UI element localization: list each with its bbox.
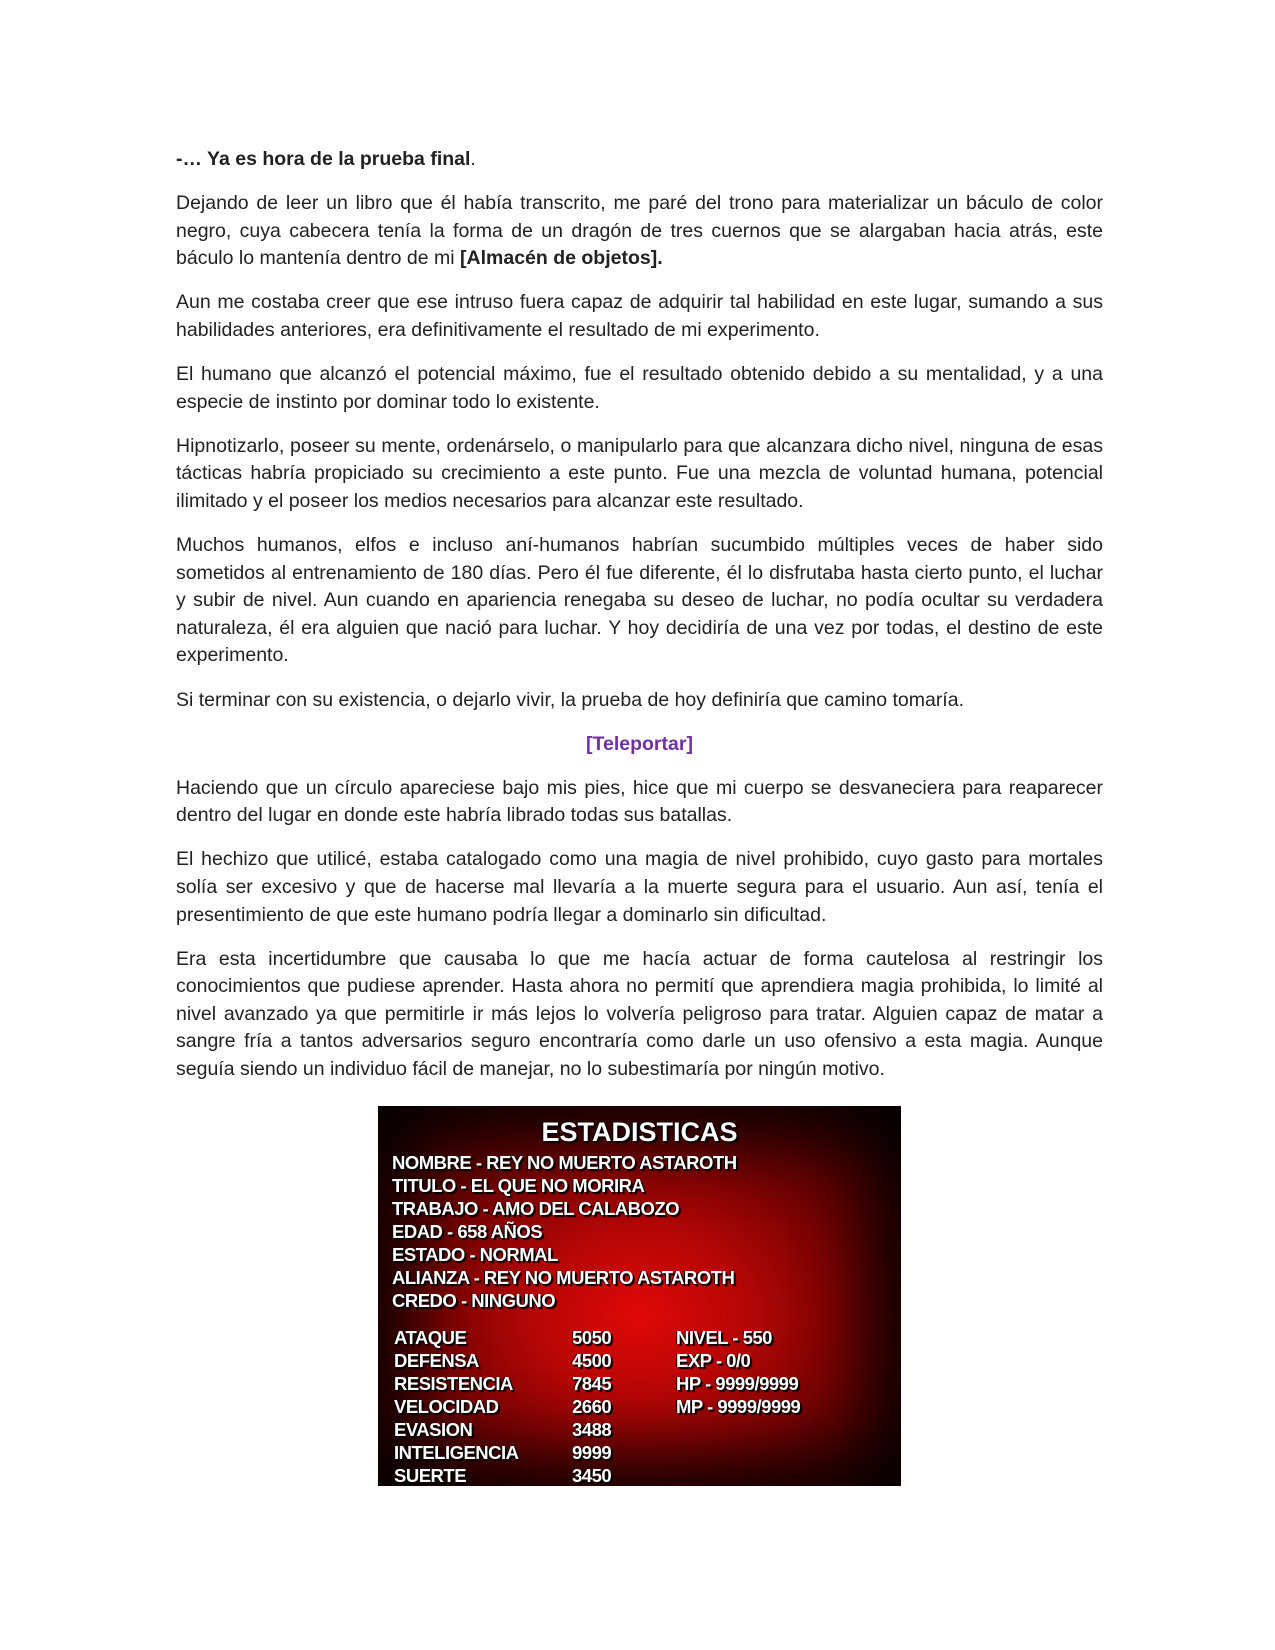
item-storage-term: [Almacén de objetos]. (460, 247, 663, 270)
stats-info-line: ESTADO - NORMAL (392, 1244, 558, 1265)
paragraph-10: Era esta incertidumbre que causaba lo que me hacía actuar de forma cautelosa al restringir los conocimientos que pudiese aprender. Hasta ahora no permití que aprendiera magia prohibida, lo limité al nivel avanzado ya que permitirle ir más lejos lo volvería peligroso para tratar. Alguien capaz de matar a sangre fría a tantos adversarios seguro encontraría como darle un uso ofensivo a esta magia. Aunque seguía siendo un individuo fácil de manejar, no lo subestimaría por ningún motivo. (176, 947, 1103, 1081)
stats-title: ESTADISTICAS (541, 1117, 738, 1147)
level-stat: EXP - 0/0 (676, 1350, 751, 1371)
attribute-value: 7845 (572, 1373, 612, 1394)
paragraph-2 (176, 190, 1103, 273)
document-page (176, 146, 1103, 1100)
paragraph-7: Si terminar con su existencia, o dejarlo vivir, la prueba de hoy definiría que camino tomaría. (176, 688, 964, 711)
stats-info-list (392, 1151, 737, 1312)
paragraph-4: El humano que alcanzó el potencial máximo, fue el resultado obtenido debido a su mentalidad, y a una especie de instinto por dominar todo lo existente. (176, 363, 1103, 413)
dialogue-bold: -… Ya es hora de la prueba final (176, 148, 471, 170)
paragraph-3: Aun me costaba creer que ese intruso fuera capaz de adquirir tal habilidad en este lugar, sumando a sus habilidades anteriores, era definitivamente el resultado de mi experimento. (176, 291, 1103, 341)
attribute-name: ATAQUE (394, 1327, 467, 1348)
attribute-name: DEFENSA (394, 1350, 479, 1371)
stats-info-line: CREDO - NINGUNO (392, 1290, 556, 1311)
level-stat: MP - 9999/9999 (676, 1396, 801, 1417)
stats-info-line: TITULO - EL QUE NO MORIRA (392, 1175, 645, 1196)
attribute-name: EVASION (394, 1419, 473, 1440)
stats-info-line: TRABAJO - AMO DEL CALABOZO (392, 1198, 680, 1219)
stats-info-line: ALIANZA - REY NO MUERTO ASTAROTH (392, 1267, 735, 1288)
level-stat: NIVEL - 550 (676, 1327, 772, 1348)
attribute-value: 9999 (572, 1442, 612, 1463)
attribute-name: RESISTENCIA (394, 1373, 513, 1394)
attribute-name: VELOCIDAD (394, 1396, 499, 1417)
attribute-name: SUERTE (394, 1465, 467, 1486)
level-stat: HP - 9999/9999 (676, 1373, 799, 1394)
stats-info-line: NOMBRE - REY NO MUERTO ASTAROTH (392, 1152, 737, 1173)
attribute-value: 3488 (572, 1419, 612, 1440)
attribute-value: 5050 (572, 1327, 612, 1348)
paragraph-1 (176, 146, 1103, 174)
attribute-value: 4500 (572, 1350, 612, 1371)
attribute-value: 3450 (572, 1465, 612, 1486)
attribute-name: INTELIGENCIA (394, 1442, 519, 1463)
paragraph-6: Muchos humanos, elfos e incluso aní-humanos habrían sucumbido múltiples veces de haber sido sometidos al entrenamiento de 180 días. Pero él fue diferente, él lo disfrutaba hasta cierto punto, el luchar y subir de nivel. Aun cuando en apariencia renegaba su deseo de luchar, no podía ocultar su verdadera naturaleza, él era alguien que nació para luchar. Y hoy decidiría de una vez por todas, el destino de este experimento. (176, 534, 1103, 667)
attribute-names (394, 1326, 519, 1486)
paragraph-5: Hipnotizarlo, poseer su mente, ordenárselo, o manipularlo para que alcanzara dicho nivel, ninguna de esas tácticas habría propiciado su crecimiento a este punto. Fue una mezcla de voluntad humana, potencial ilimitado y el poseer los medios necesarios para alcanzar este resultado. (176, 434, 1103, 512)
dialogue-end: . (470, 148, 476, 170)
paragraph-8: Haciendo que un círculo apareciese bajo mis pies, hice que mi cuerpo se desvaneciera para reaparecer dentro del lugar en donde este habría librado todas sus batallas. (176, 776, 1103, 827)
level-stats (676, 1326, 800, 1418)
paragraph-2-text: Dejando de leer un libro que él había transcrito, me paré del trono para materializar un báculo de color negro, cuya cabecera tenía la forma de un dragón de tres cuernos que se alargaban hacia atrás, este báculo lo mantenía dentro de mi (176, 192, 1103, 270)
stats-image (378, 1106, 901, 1486)
spell-heading: [Teleportar] (586, 732, 693, 755)
stats-info-line: EDAD - 658 AÑOS (392, 1221, 543, 1242)
paragraph-9: El hechizo que utilicé, estaba catalogado como una magia de nivel prohibido, cuyo gasto para mortales solía ser excesivo y que de hacerse mal llevaría a la muerte segura para el usuario. Aun así, tenía el presentimiento de que este humano podría llegar a dominarlo sin dificultad. (176, 848, 1103, 926)
attribute-value: 2660 (572, 1396, 612, 1417)
attribute-values (572, 1326, 611, 1486)
